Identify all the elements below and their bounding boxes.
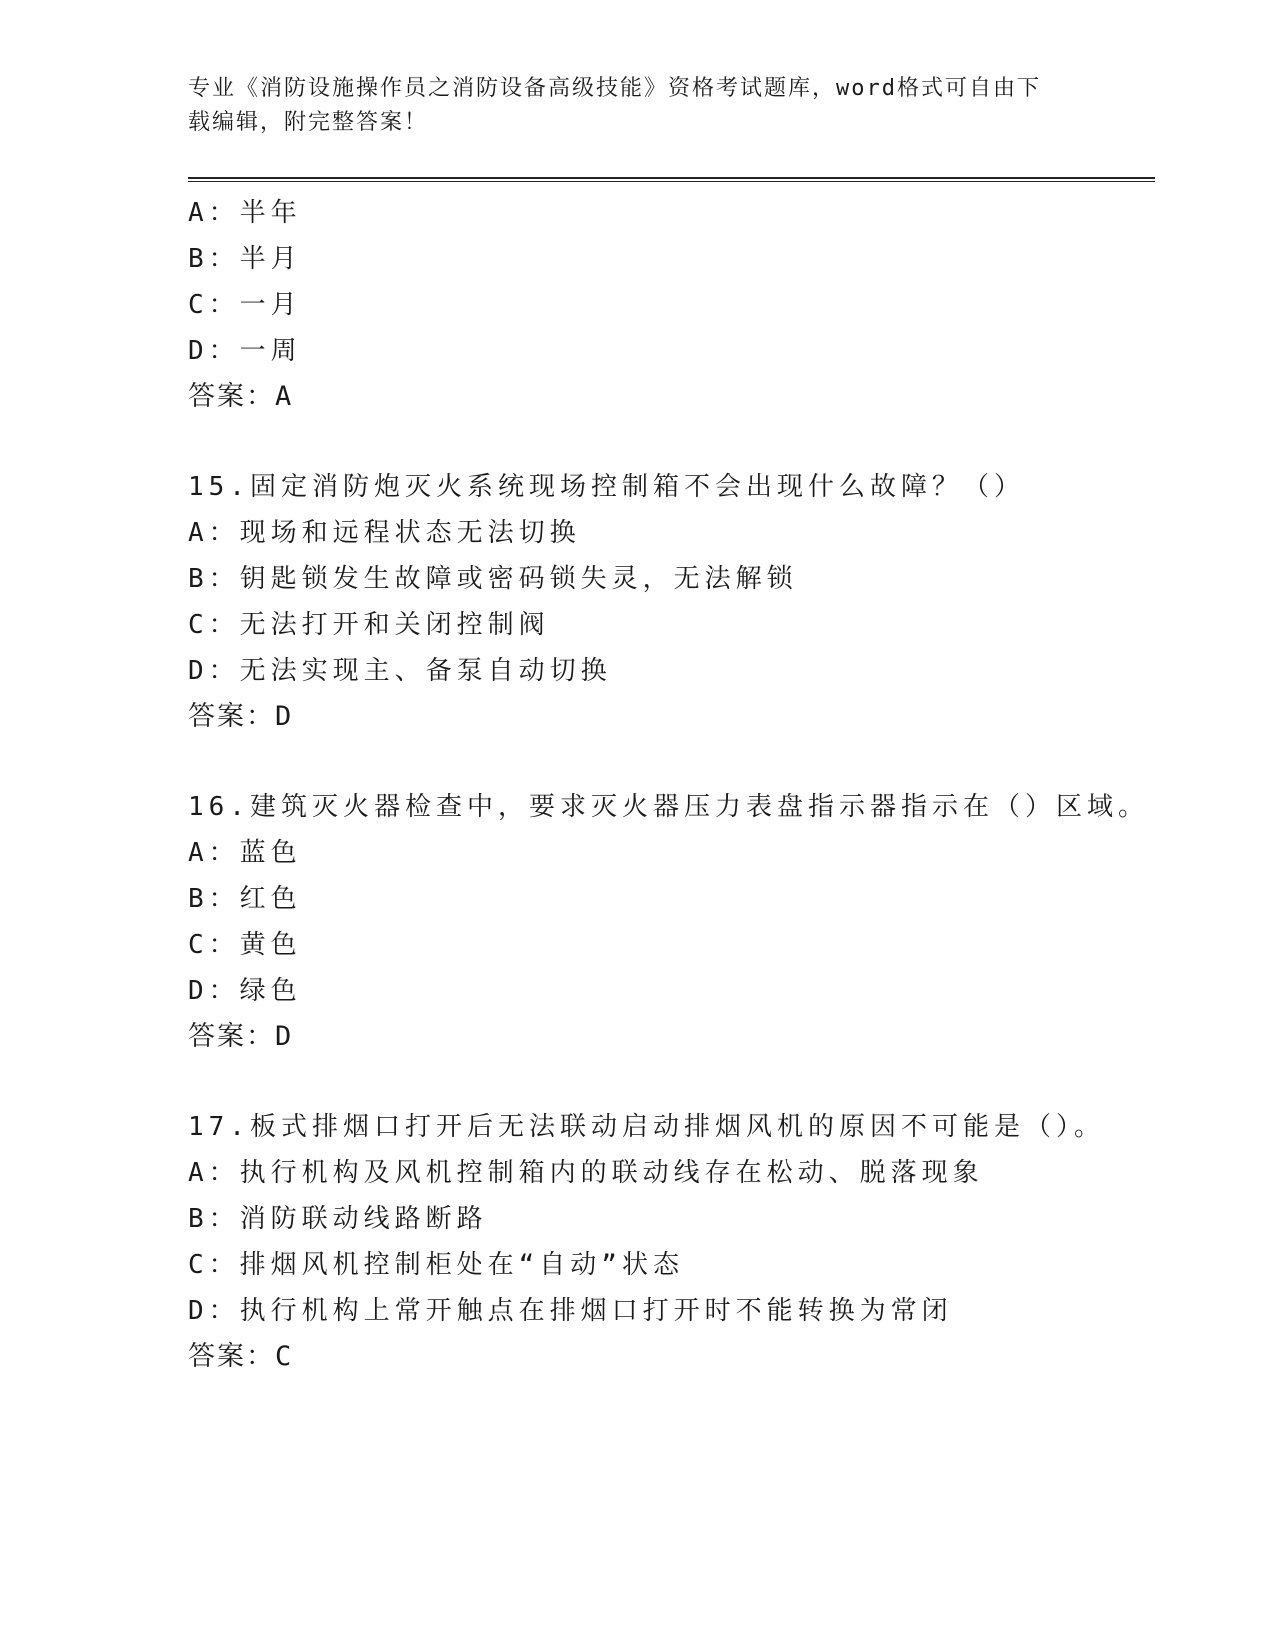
- answer-label: 答案：: [188, 1021, 275, 1052]
- option-d: D：绿色: [188, 976, 302, 1006]
- answer-line: [188, 1014, 1148, 1060]
- option-b: B：半月: [188, 244, 302, 274]
- option-b: B：红色: [188, 884, 302, 914]
- question-block-16: [188, 784, 1148, 1060]
- header-line-1: 专业《消防设施操作员之消防设备高级技能》资格考试题库，word格式可自由下: [188, 76, 1041, 101]
- option-c: C：黄色: [188, 930, 302, 960]
- answer-label: 答案：: [188, 701, 275, 732]
- document-header: [188, 72, 1088, 140]
- answer-value: C: [275, 1341, 294, 1372]
- question-stem: 16.建筑灭火器检查中，要求灭火器压力表盘指示器指示在（）区域。: [188, 792, 1149, 822]
- option-d: D：执行机构上常开触点在排烟口打开时不能转换为常闭: [188, 1296, 953, 1326]
- option-d: D：无法实现主、备泵自动切换: [188, 656, 612, 686]
- answer-value: D: [275, 1021, 294, 1052]
- answer-line: [188, 1334, 1148, 1380]
- option-b: B：钥匙锁发生故障或密码锁失灵，无法解锁: [188, 564, 798, 594]
- option-c: C：一月: [188, 290, 302, 320]
- answer-value: D: [275, 701, 294, 732]
- option-a: A：半年: [188, 198, 302, 228]
- answer-line: [188, 374, 1148, 420]
- option-a: A：执行机构及风机控制箱内的联动线存在松动、脱落现象: [188, 1158, 984, 1188]
- question-block-17: [188, 1104, 1148, 1380]
- question-block-15: [188, 464, 1148, 740]
- question-block-partial: [188, 190, 1148, 420]
- option-c: C：无法打开和关闭控制阀: [188, 610, 550, 640]
- question-stem: 17.板式排烟口打开后无法联动启动排烟风机的原因不可能是（）。: [188, 1112, 1105, 1142]
- option-d: D：一周: [188, 336, 302, 366]
- question-stem: 15.固定消防炮灭火系统现场控制箱不会出现什么故障？（）: [188, 472, 1025, 502]
- header-divider: [188, 177, 1155, 182]
- answer-label: 答案：: [188, 1341, 275, 1372]
- header-line-2: 载编辑，附完整答案！: [188, 110, 429, 135]
- answer-value: A: [275, 381, 294, 412]
- question-list: [188, 190, 1148, 1424]
- option-b: B：消防联动线路断路: [188, 1204, 488, 1234]
- answer-label: 答案：: [188, 381, 275, 412]
- option-a: A：蓝色: [188, 838, 302, 868]
- option-c: C：排烟风机控制柜处在“自动”状态: [188, 1250, 684, 1280]
- option-a: A：现场和远程状态无法切换: [188, 518, 581, 548]
- answer-line: [188, 694, 1148, 740]
